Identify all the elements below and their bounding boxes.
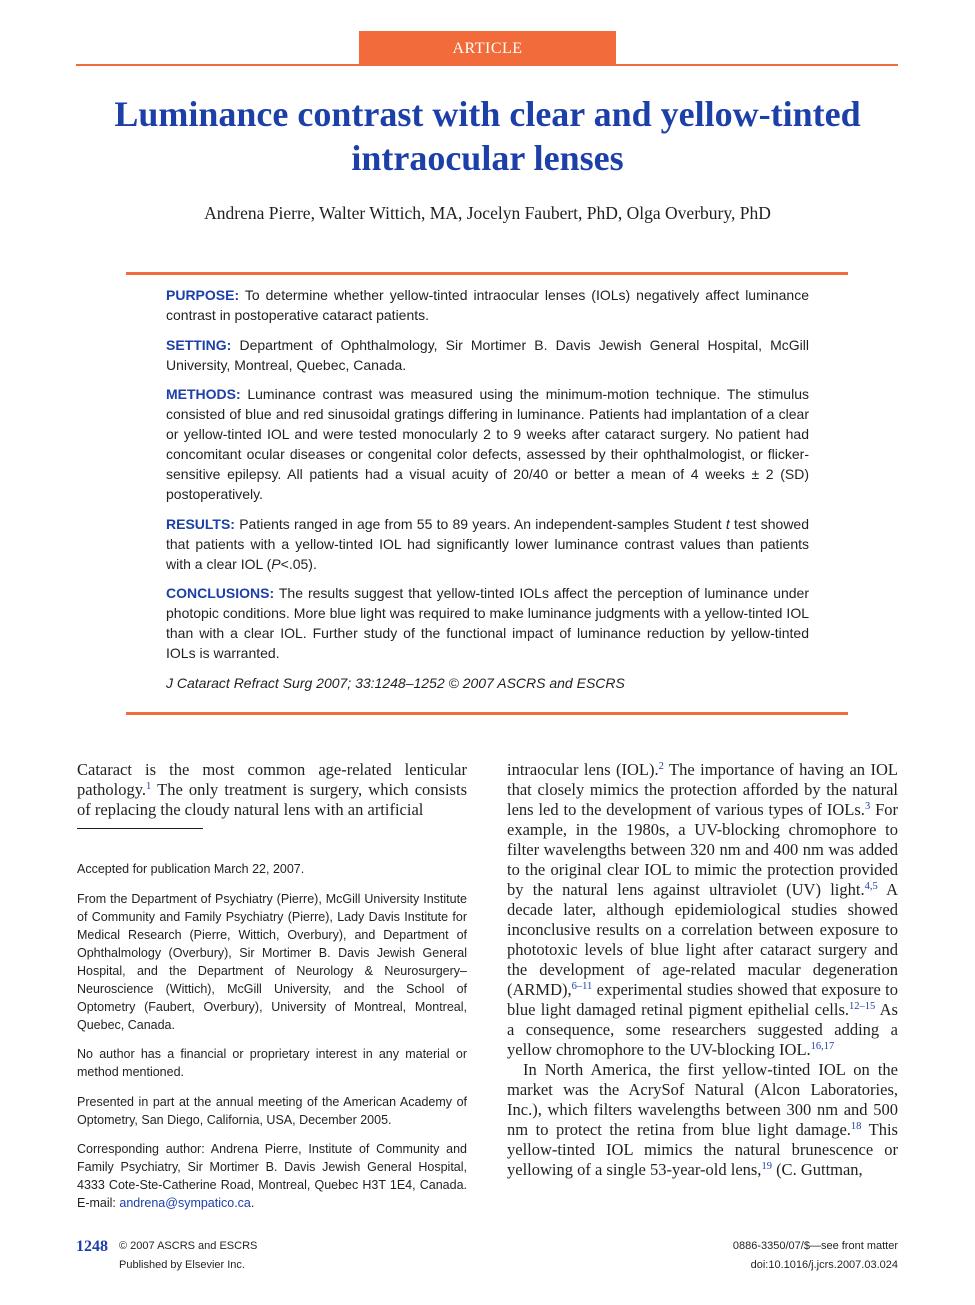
reference-link[interactable]: 1	[146, 781, 152, 792]
email-link[interactable]: andrena@sympatico.ca	[119, 1196, 251, 1210]
body-right-column	[507, 760, 898, 1180]
footnote-interest: No author has a financial or proprietary interest in any material or method mentioned.	[77, 1047, 467, 1079]
header-rule	[76, 64, 898, 66]
abstract	[166, 285, 809, 702]
reference-link[interactable]: 12–15	[849, 1001, 876, 1012]
abstract-setting: SETTING: Department of Ophthalmology, Sir Mortimer B. Davis Jewish General Hospital, McGill University, Montreal, Quebec, Canada.	[166, 336, 810, 373]
page-number: 1248	[76, 1238, 108, 1255]
article-type-tab: ARTICLE	[359, 31, 616, 65]
body-paragraph: Cataract is the most common age-related lenticular pathology.$^1$ The only treatment is surgery, which consists of replacing the cloudy natural lens with an artificial	[77, 760, 467, 819]
abstract-methods: METHODS: Luminance contrast was measured using the minimum-motion technique. The stimulus consisted of blue and red sinusoidal gratings differing in luminance. Patients had implantation of a clear or yellow-tinted IOL and were tested monocularly 2 to 9 weeks after cataract surgery. No patient had concomitant ocular diseases or congenital color defects, assessed by their ophthalmologist, or flicker-sensitive epilepsy. All patients had a visual acuity of 20/40 or better a mean of 4 weeks ± 2 (SD) postoperatively.	[166, 386, 809, 502]
conclusions-label: CONCLUSIONS:	[166, 585, 275, 601]
body-paragraph: In North America, the first yellow-tinted IOL on the market was the AcrySof Natural (Alcon Laboratories, Inc.), which filters wavelengths between 300 nm and 500 nm to protect the retina from blue light damage.$^{18}$ This yellow-tinted IOL mimics the natural brunescence or yellowing of a single 53-year-old lens,$^{19}$ (C. Guttman,	[507, 1060, 898, 1179]
reference-link[interactable]: 18	[850, 1121, 862, 1132]
footnote-rule	[77, 828, 203, 829]
reference-link[interactable]: 16,17	[810, 1041, 835, 1052]
footnote-accepted: Accepted for publication March 22, 2007.	[77, 862, 305, 876]
doi-link[interactable]: doi:10.1016/j.jcrs.2007.03.024	[750, 1259, 898, 1271]
footnotes	[77, 860, 467, 1224]
publisher-line: Published by Elsevier Inc.	[119, 1259, 245, 1271]
reference-link[interactable]: 4,5	[864, 881, 878, 892]
body-left-column	[77, 760, 467, 820]
abstract-conclusions: CONCLUSIONS: The results suggest that yellow-tinted IOLs affect the perception of luminance under photopic conditions. More blue light was required to make luminance judgments with a yellow-tinted IOL than with a clear IOL. Further study of the functional impact of luminance reduction by yellow-tinted IOLs is warranted.	[166, 585, 809, 661]
footnote-affiliations: From the Department of Psychiatry (Pierre), McGill University Institute of Community and Family Psychiatry (Pierre), Lady Davis Institute for Medical Research (Pierre, Wittich, Overbury), and Department of Ophthalmology (Overbury), Sir Mortimer B. Davis Jewish General Hospital, and the Department of Neurology & Neurosurgery–Neuroscience (Wittich), McGill University, and the School of Optometry (Faubert, Overbury), University of Montreal, Montreal, Quebec, Canada.	[77, 891, 467, 1032]
article-title: Luminance contrast with clear and yellow-tinted intraocular lenses	[114, 94, 861, 178]
purpose-label: PURPOSE:	[166, 287, 240, 303]
body-paragraph: intraocular lens (IOL).$^2$ The importance of having an IOL that closely mimics the protection afforded by the natural lens led to the development of various types of IOLs.$^3$ For example, in the 1980s, a UV-blocking chromophore to filter wavelengths between 320 nm and 400 nm was added to the original clear IOL to mimic the protection provided by the natural lens against ultraviolet (UV) light.$^{4,5}$ A decade later, although epidemiological studies showed inconclusive results on a correlation between exposure to phototoxic levels of blue light after cataract surgery and the development of age-related macular degeneration (ARMD),$^{6-11}$ experimental studies showed that exposure to blue light damaged retinal pigment epithelial cells.$^{12-15}$ As a consequence, some researchers suggested adding a yellow chromophore to the UV-blocking IOL.$^{16,17}$	[507, 760, 899, 1059]
reference-link[interactable]: 6–11	[571, 981, 593, 992]
methods-label: METHODS:	[166, 386, 241, 402]
abstract-bottom-rule	[126, 712, 848, 715]
reference-link[interactable]: 19	[761, 1161, 772, 1172]
journal-citation: J Cataract Refract Surg 2007; 33:1248–1252 © 2007 ASCRS and ESCRS	[166, 674, 625, 691]
copyright-notice: © 2007 ASCRS and ESCRS	[119, 1240, 258, 1252]
results-label: RESULTS:	[166, 515, 235, 532]
footnote-presented: Presented in part at the annual meeting of the American Academy of Optometry, San Diego, California, USA, December 2005.	[77, 1094, 467, 1127]
author-list: Andrena Pierre, Walter Wittich, MA, Jocelyn Faubert, PhD, Olga Overbury, PhD	[204, 203, 771, 223]
abstract-top-rule	[126, 272, 848, 275]
reference-link[interactable]: 2	[658, 761, 664, 772]
issn-line: 0886-3350/07/$—see front matter	[732, 1240, 898, 1252]
abstract-results: RESULTS: Patients ranged in age from 55 to 89 years. An independent-samples Student t test showed that patients with a yellow-tinted IOL had significantly lower luminance contrast values than patients with a clear IOL (P<.05).	[166, 515, 809, 572]
footnote-corresponding: Corresponding author: Andrena Pierre, Institute of Community and Family Psychiatry, Sir Mortimer B. Davis Jewish General Hospital, 4333 Cote-Ste-Catherine Road, Montreal, Quebec H3T 1E4, Canada. E-mail: andrena@sympatico.ca.	[77, 1142, 467, 1210]
setting-label: SETTING:	[166, 336, 232, 353]
abstract-purpose: PURPOSE: To determine whether yellow-tinted intraocular lenses (IOLs) negatively affect luminance contrast in postoperative cataract patients.	[166, 287, 810, 323]
reference-link[interactable]: 3	[864, 801, 871, 812]
